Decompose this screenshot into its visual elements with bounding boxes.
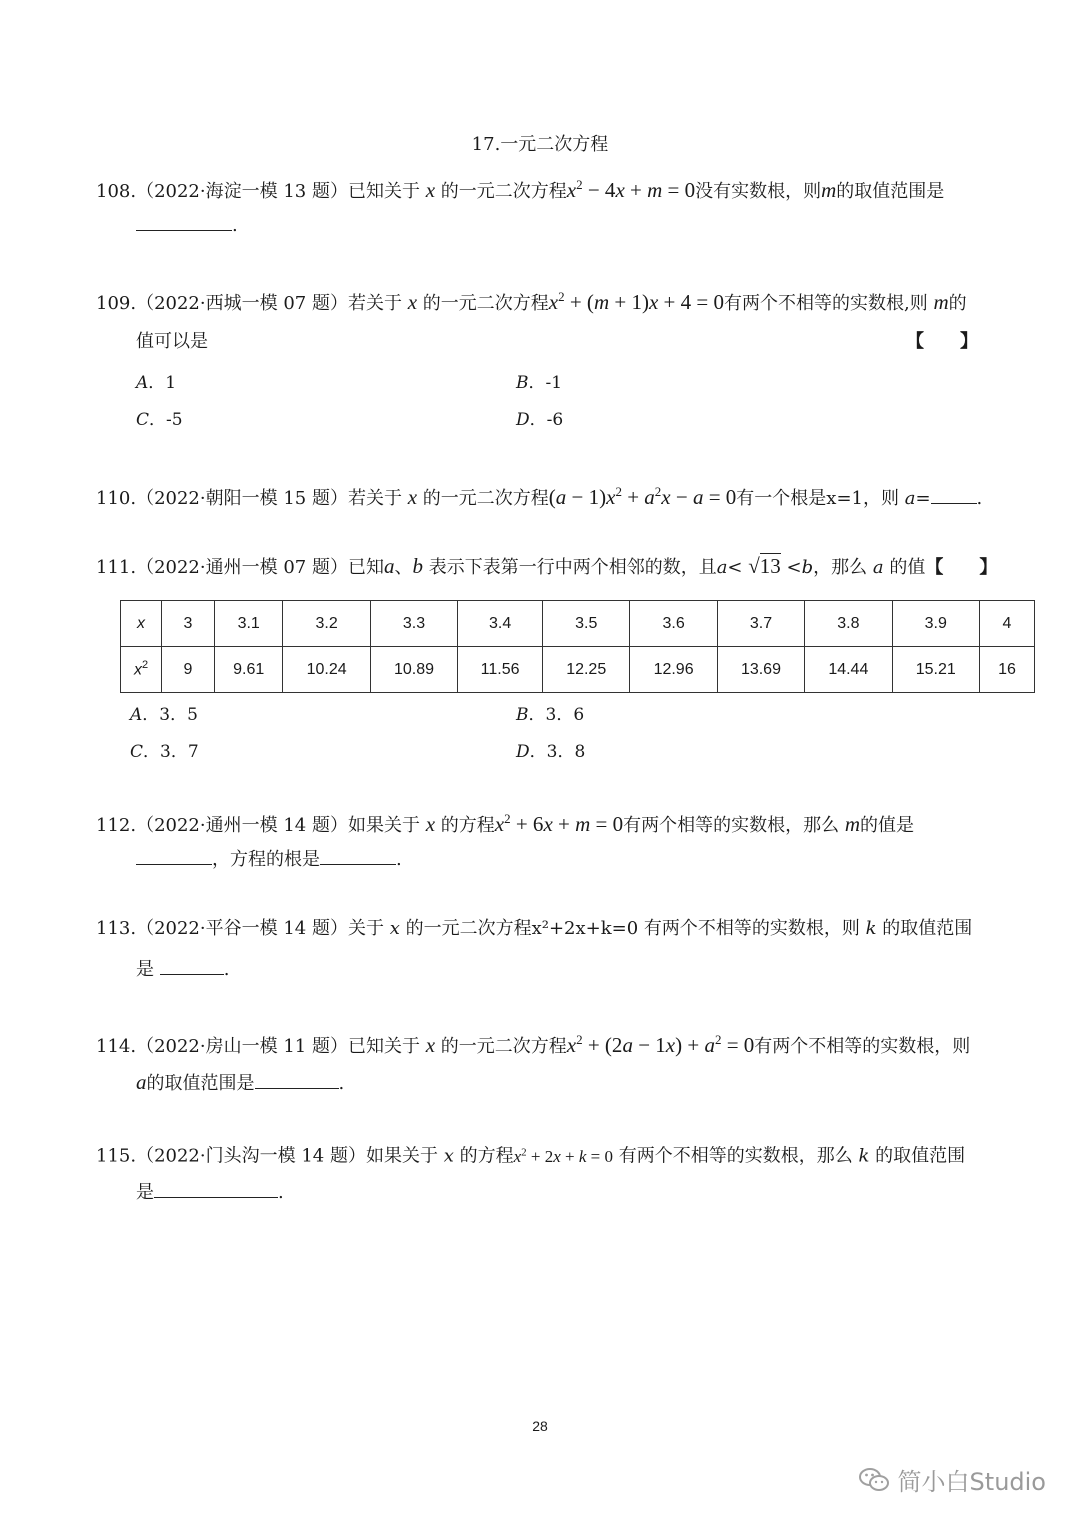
table-cell: 3.8 bbox=[805, 601, 892, 647]
option-a-109[interactable]: A．1 bbox=[136, 373, 177, 393]
answer-blank-115[interactable] bbox=[154, 1179, 278, 1198]
table-cell: 3.6 bbox=[630, 601, 717, 647]
answer-blank-112-root[interactable] bbox=[320, 846, 396, 865]
table-cell: 10.89 bbox=[370, 647, 457, 693]
table-cell: 11.56 bbox=[458, 647, 543, 693]
table-cell: 12.25 bbox=[543, 647, 630, 693]
row-label-x-squared: $x^2$ bbox=[121, 647, 162, 693]
question-113-line2: 是 . bbox=[136, 956, 229, 983]
table-cell: 3 bbox=[162, 601, 215, 647]
answer-blank-114[interactable] bbox=[255, 1070, 339, 1089]
table-cell: 14.44 bbox=[805, 647, 892, 693]
table-cell: 3.9 bbox=[892, 601, 979, 647]
answer-bracket-109[interactable]: 【 】 bbox=[906, 331, 978, 352]
row-label-x: x bbox=[121, 601, 162, 647]
option-c-109[interactable]: C．-5 bbox=[136, 410, 183, 430]
question-112-line2: ，方程的根是 . bbox=[136, 846, 402, 873]
equation-113: x²+2x+k=0 bbox=[531, 918, 639, 939]
watermark: 简小白Studio bbox=[858, 1462, 1046, 1497]
question-112: 112.（2022·通州一模 14 题）如果关于 x 的方程$x^2 + 6x + m = 0$有两个相等的实数根，那么 m的值是 bbox=[96, 811, 915, 836]
question-114: 114.（2022·房山一模 11 题）已知关于 x 的一元二次方程$x^2 + (2a - 1x) + a^2 = 0$有两个不相等的实数根，则 bbox=[96, 1032, 971, 1057]
value-table bbox=[120, 600, 1035, 693]
question-111: 111.（2022·通州一模 07 题）已知a、b 表示下表第一行中两个相邻的数，且a< √13 <b，那么 a 的值【 】 bbox=[96, 554, 998, 578]
question-115: 115.（2022·门头沟一模 14 题）如果关于 x 的方程$x^2 + 2x + k = 0$ 有两个不相等的实数根，那么 k 的取值范围 bbox=[96, 1145, 966, 1167]
section-title: 17.一元二次方程 bbox=[471, 134, 609, 155]
table-cell: 13.69 bbox=[717, 647, 804, 693]
wechat-icon bbox=[858, 1466, 890, 1494]
option-c-111[interactable]: C．3．7 bbox=[130, 742, 199, 762]
equation-112: $x^2 + 6x + m = 0$ bbox=[494, 811, 624, 836]
table-row bbox=[121, 601, 1035, 647]
option-b-109[interactable]: B．-1 bbox=[516, 373, 563, 393]
question-109-line2: 值可以是 bbox=[136, 331, 208, 352]
table-cell: 3.5 bbox=[543, 601, 630, 647]
table-cell: 12.96 bbox=[630, 647, 717, 693]
option-d-109[interactable]: D．-6 bbox=[516, 410, 564, 430]
table-cell: 10.24 bbox=[283, 647, 370, 693]
option-d-111[interactable]: D．3．8 bbox=[516, 742, 586, 762]
equation-110: $(a - 1)x^2 + a^2x - a = 0$ bbox=[548, 484, 737, 509]
question-108: 108.（2022·海淀一模 13 题）已知关于 x 的一元二次方程$x^2 - 4x + m = 0$没有实数根，则m的取值范围是 bbox=[96, 177, 945, 202]
table-row bbox=[121, 647, 1035, 693]
question-110: 110.（2022·朝阳一模 15 题）若关于 x 的一元二次方程$(a - 1)x^2 + a^2x - a = 0$有一个根是x=1，则 a= . bbox=[96, 484, 983, 509]
answer-blank-108[interactable]: . bbox=[136, 212, 238, 239]
equation-109: $x^2 + (m + 1)x + 4 = 0$ bbox=[548, 289, 724, 314]
question-109: 109.（2022·西城一模 07 题）若关于 x 的一元二次方程$x^2 + (m + 1)x + 4 = 0$有两个不相等的实数根,则 m的 bbox=[96, 289, 967, 314]
table-cell: 3.1 bbox=[215, 601, 283, 647]
sqrt-13: √13 bbox=[748, 554, 781, 578]
equation-108: $x^2 - 4x + m = 0$ bbox=[566, 177, 696, 202]
question-113: 113.（2022·平谷一模 14 题）关于 x 的一元二次方程x²+2x+k=0 有两个不相等的实数根，则 k 的取值范围 bbox=[96, 918, 973, 939]
table-cell: 3.4 bbox=[458, 601, 543, 647]
question-114-line2: a的取值范围是 . bbox=[136, 1070, 345, 1094]
table-cell: 3.7 bbox=[717, 601, 804, 647]
table-cell: 9 bbox=[162, 647, 215, 693]
table-cell: 4 bbox=[980, 601, 1035, 647]
answer-blank-112-m[interactable] bbox=[136, 846, 212, 865]
table-cell: 16 bbox=[980, 647, 1035, 693]
option-b-111[interactable]: B．3．6 bbox=[516, 705, 585, 725]
table-cell: 3.2 bbox=[283, 601, 370, 647]
table-cell: 3.3 bbox=[370, 601, 457, 647]
table-cell: 9.61 bbox=[215, 647, 283, 693]
question-115-line2: 是 . bbox=[136, 1179, 284, 1206]
page-number: 28 bbox=[532, 1418, 548, 1434]
answer-blank-110[interactable] bbox=[931, 485, 977, 504]
table-cell: 15.21 bbox=[892, 647, 979, 693]
option-a-111[interactable]: A．3．5 bbox=[130, 705, 198, 725]
answer-blank-113[interactable] bbox=[160, 956, 224, 975]
equation-115: $x^2 + 2x + k = 0$ bbox=[513, 1146, 614, 1166]
equation-114: $x^2 + (2a - 1x) + a^2 = 0$ bbox=[566, 1032, 755, 1057]
answer-bracket-111[interactable]: 【 】 bbox=[925, 557, 998, 578]
